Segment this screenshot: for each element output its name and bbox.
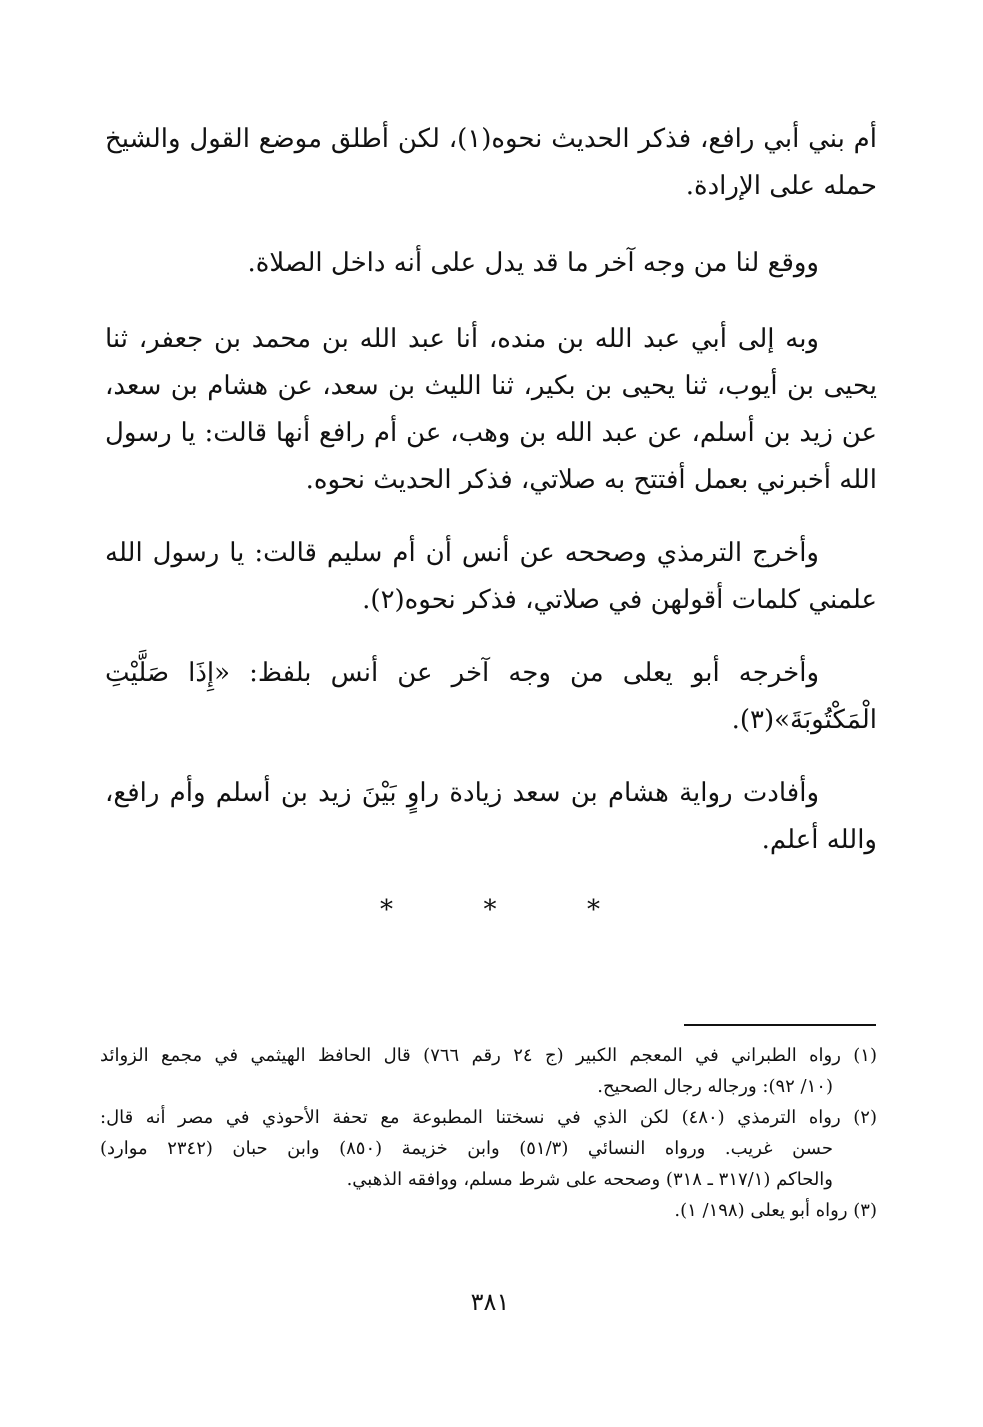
text-line: وأفادت رواية هشام بن سعد زيادة راوٍ بَيْنَ زيد بن أسلم وأم رافع، bbox=[105, 778, 819, 808]
footnote-3-line: (٣) رواه أبو يعلى (١٩٨/ ١). bbox=[674, 1200, 877, 1221]
text-line: يحيى بن أيوب، ثنا يحيى بن بكير، ثنا الليث بن سعد، عن هشام بن سعد، bbox=[105, 371, 877, 401]
star-glyph: * bbox=[483, 895, 497, 925]
footnote-2-line: والحاكم (٣١٧/١ ـ ٣١٨) وصححه على شرط مسلم، ووافقه الذهبي. bbox=[346, 1169, 833, 1190]
text-line: وأخرجه أبو يعلى من وجه آخر عن أنس بلفظ: «إِذَا صَلَّيْتِ bbox=[105, 658, 819, 688]
footnote-2-line: (٢) رواه الترمذي (٤٨٠) لكن الذي في نسختنا المطبوعة مع تحفة الأحوذي في مصر أنه قال: bbox=[100, 1107, 877, 1128]
paragraph-2 bbox=[105, 240, 877, 287]
text-line: عن زيد بن أسلم، عن عبد الله بن وهب، عن أم رافع أنها قالت: يا رسول bbox=[105, 418, 877, 448]
paragraph-3 bbox=[105, 316, 877, 504]
footnote-1-line: (١٠/ ٩٢): ورجاله رجال الصحيح. bbox=[597, 1076, 833, 1097]
text-line: حمله على الإرادة. bbox=[685, 171, 877, 201]
text-line: وبه إلى أبي عبد الله بن منده، أنا عبد الله بن محمد بن جعفر، ثنا bbox=[105, 324, 819, 354]
text-line: والله أعلم. bbox=[761, 825, 877, 855]
text-line: وأخرج الترمذي وصححه عن أنس أن أم سليم قالت: يا رسول الله bbox=[105, 538, 819, 568]
text-line: أم بني أبي رافع، فذكر الحديث نحوه(١)، لكن أطلق موضع القول والشيخ bbox=[105, 124, 877, 154]
paragraph-6 bbox=[105, 770, 877, 864]
text-line: الله أخبرني بعمل أفتتح به صلاتي، فذكر الحديث نحوه. bbox=[305, 465, 877, 495]
text-line: علمني كلمات أقولهن في صلاتي، فذكر نحوه(٢). bbox=[362, 585, 877, 615]
footnote-1-line: (١) رواه الطبراني في المعجم الكبير (ج ٢٤ رقم ٧٦٦) قال الحافظ الهيثمي في مجمع الزوائد bbox=[100, 1045, 877, 1066]
text-line: الْمَكْتُوبَةَ»(٣). bbox=[731, 705, 877, 735]
footnote-2-line: حسن غريب. ورواه النسائي (٥١/٣) وابن خزيمة (٨٥٠) وابن حبان (٢٣٤٢ موارد) bbox=[100, 1138, 833, 1159]
paragraph-4 bbox=[105, 530, 877, 624]
paragraph-1 bbox=[105, 116, 877, 210]
text-line: ووقع لنا من وجه آخر ما قد يدل على أنه داخل الصلاة. bbox=[247, 248, 819, 278]
star-glyph: * bbox=[380, 895, 393, 925]
page-number: ٣٨١ bbox=[470, 1288, 510, 1316]
section-separator bbox=[380, 895, 600, 925]
paragraph-5 bbox=[105, 650, 877, 744]
star-glyph: * bbox=[587, 895, 600, 925]
footnote-rule bbox=[684, 1024, 876, 1026]
footnotes bbox=[100, 1040, 877, 1226]
